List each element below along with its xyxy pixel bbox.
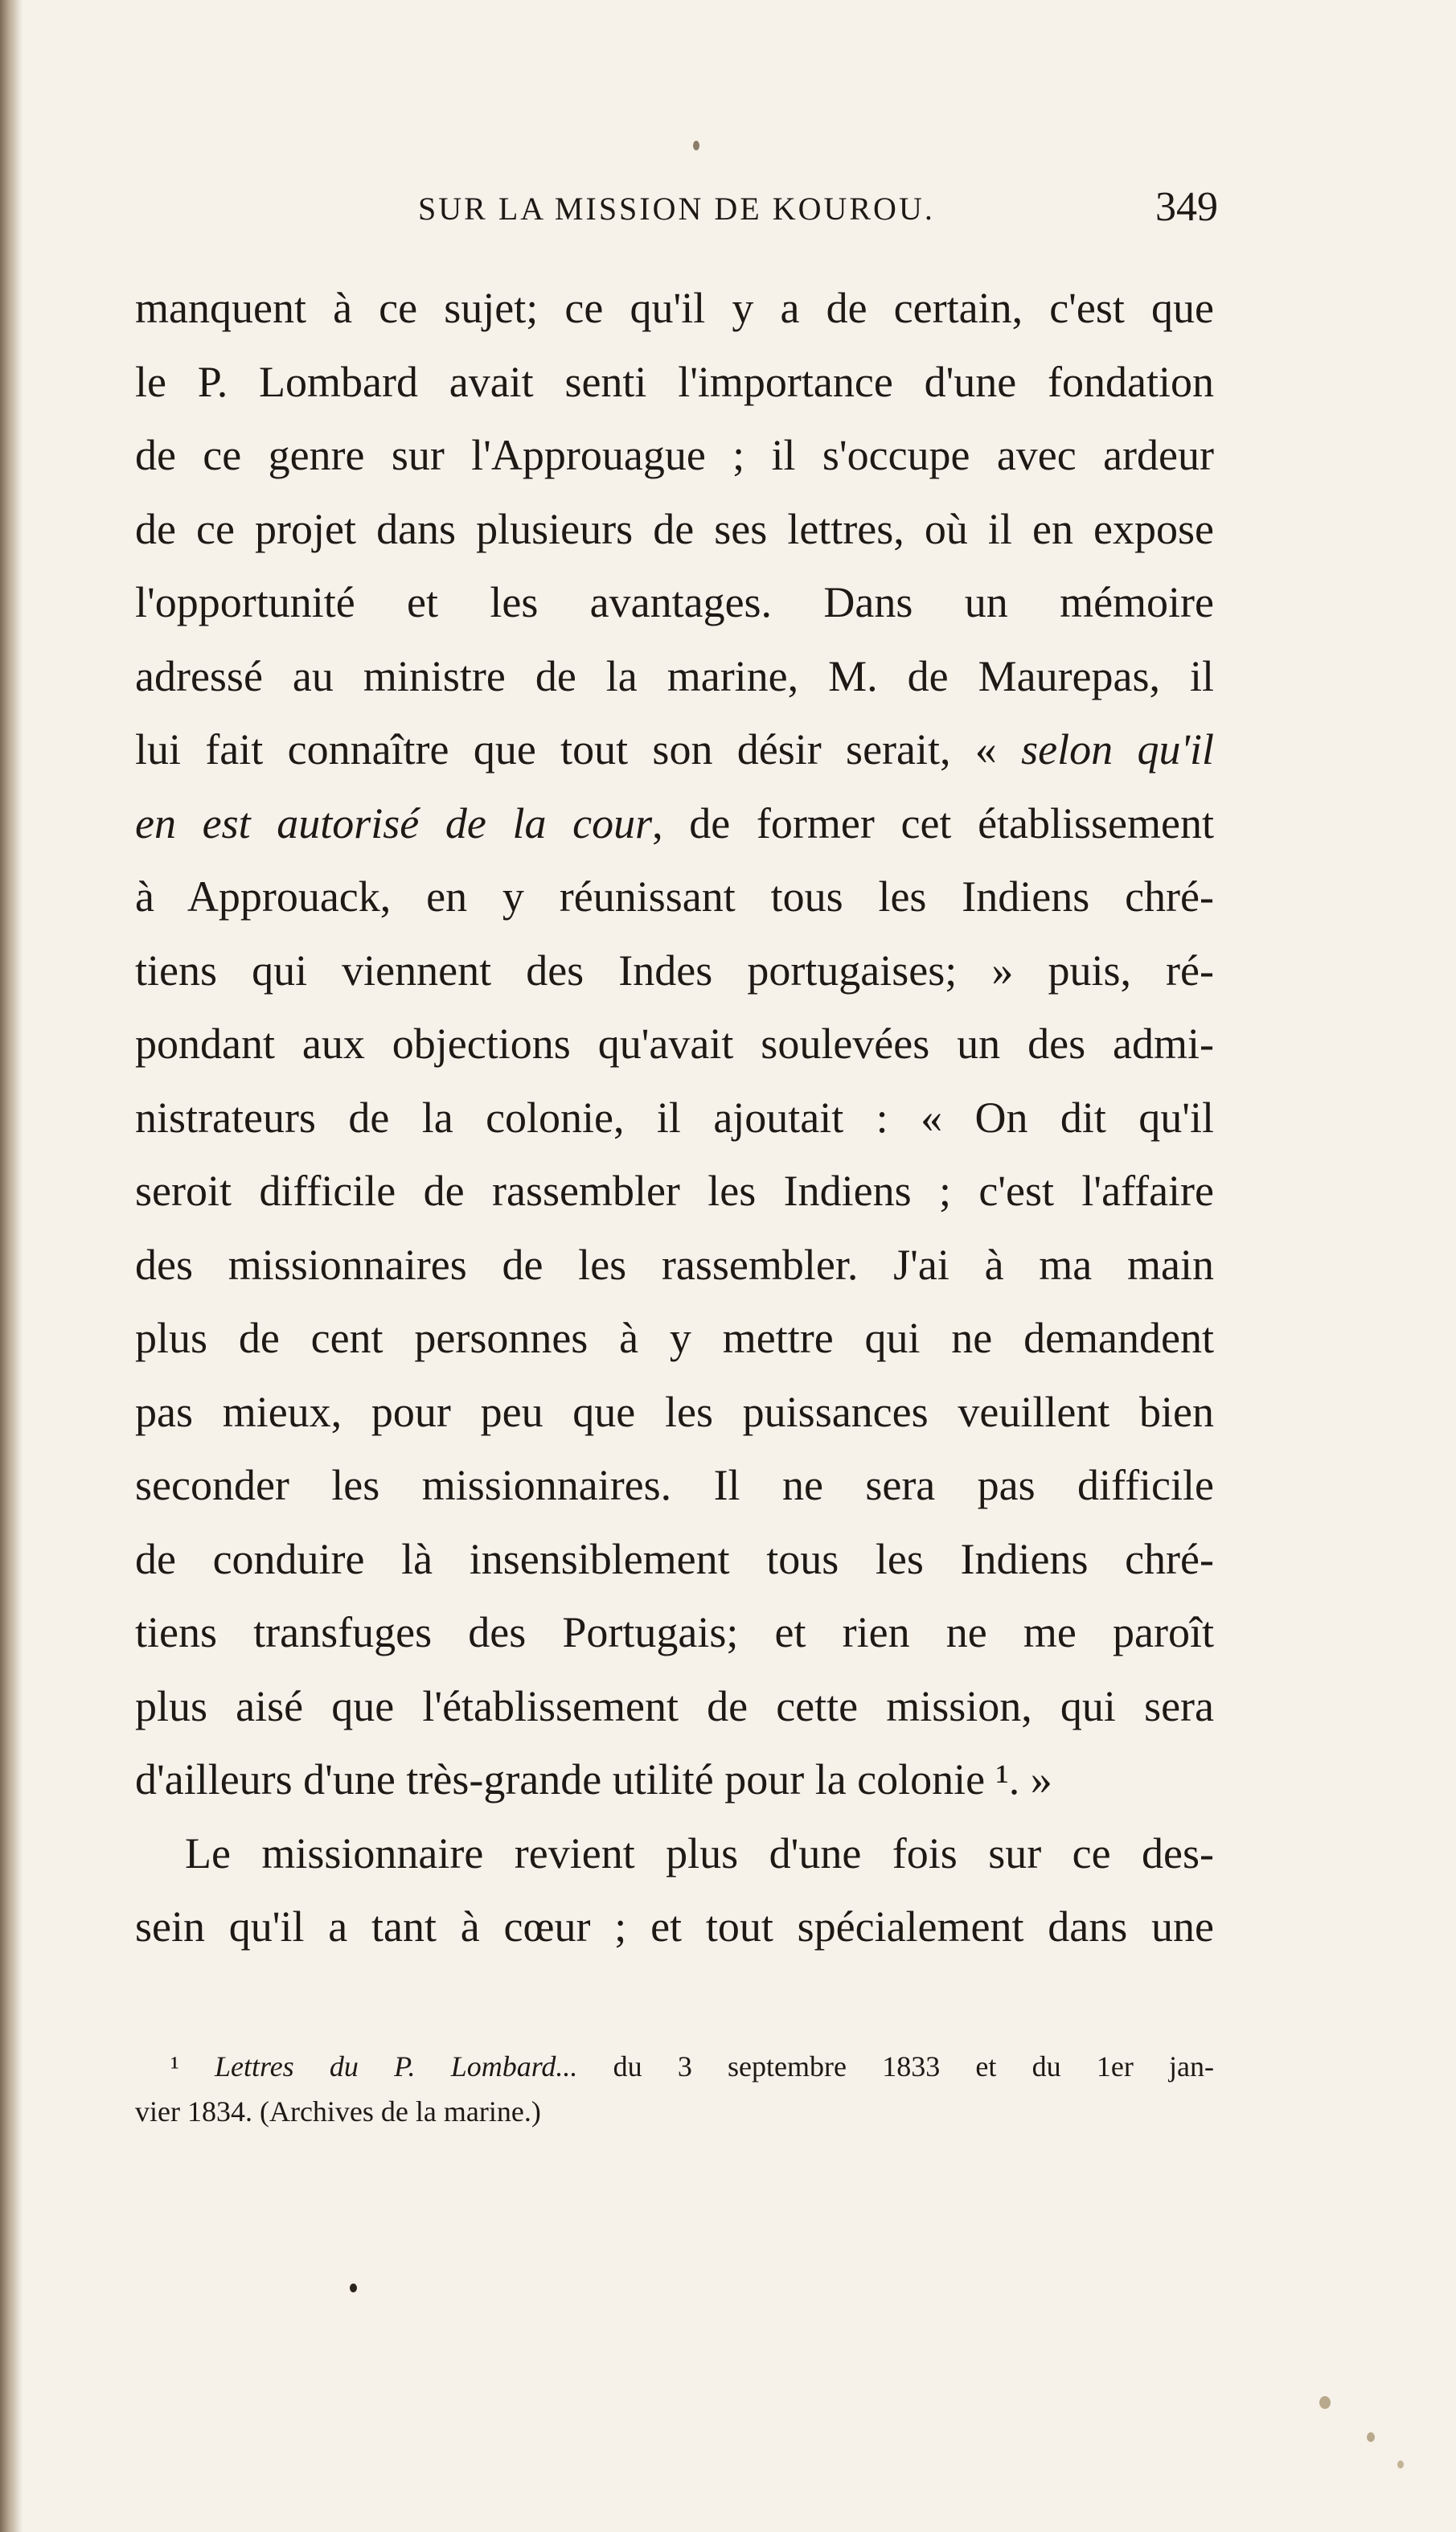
- text-line: pas mieux, pour peu que les puissances veuillent bien: [135, 1387, 1214, 1436]
- text-run: , de former cet établissement: [652, 798, 1214, 847]
- italic-run: en est autorisé de la cour: [135, 798, 653, 847]
- text-line: tiens qui viennent des Indes portugaises; » puis, ré-: [135, 946, 1214, 995]
- text-line: des missionnaires de les rassembler. J'ai à ma main: [135, 1240, 1214, 1289]
- text-line: seconder les missionnaires. Il ne sera pas difficile: [135, 1461, 1214, 1509]
- text-line: pondant aux objections qu'avait soulevées un des admi-: [135, 1020, 1214, 1068]
- page-number: 349: [1155, 184, 1218, 230]
- footnote-text: du 3 septembre 1833 et du 1er jan-: [577, 2050, 1214, 2083]
- italic-run: selon qu'il: [1021, 725, 1215, 774]
- text-line: l'opportunité et les avantages. Dans un mémoire: [135, 578, 1214, 626]
- ink-speck: [693, 141, 699, 150]
- footnotes: [135, 2044, 1214, 2134]
- text-line: seroit difficile de rassembler les Indiens ; c'est l'affaire: [135, 1167, 1214, 1215]
- text-line: à Approuack, en y réunissant tous les Indiens chré-: [135, 872, 1214, 921]
- text-line: adressé au ministre de la marine, M. de Maurepas, il: [135, 651, 1214, 700]
- footnote-line: [135, 2044, 1214, 2089]
- text-line: Le missionnaire revient plus d'une fois sur ce des-: [185, 1828, 1214, 1877]
- footnote-italic: Lettres du P. Lombard...: [215, 2050, 578, 2083]
- text-line: de ce projet dans plusieurs de ses lettres, où il en expose: [135, 504, 1214, 553]
- body-text: [135, 272, 1214, 1964]
- text-line: de ce genre sur l'Approuague ; il s'occupe avec ardeur: [135, 431, 1214, 479]
- text-line: tiens transfuges des Portugais; et rien ne me paroît: [135, 1608, 1214, 1656]
- text-line: plus de cent personnes à y mettre qui ne demandent: [135, 1314, 1214, 1362]
- ink-speck: [1367, 2432, 1375, 2442]
- text-line: nistrateurs de la colonie, il ajoutait : « On dit qu'il: [135, 1093, 1214, 1142]
- text-line: [135, 787, 1214, 861]
- ink-speck: [350, 2284, 357, 2292]
- text-line: [135, 713, 1214, 787]
- text-line: d'ailleurs d'une très-grande utilité pour la colonie ¹. »: [135, 1755, 1052, 1804]
- text-line: sein qu'il a tant à cœur ; et tout spécialement dans une: [135, 1902, 1214, 1951]
- text-line: plus aisé que l'établissement de cette mission, qui sera: [135, 1681, 1214, 1730]
- text-line: de conduire là insensiblement tous les Indiens chré-: [135, 1534, 1214, 1583]
- running-head: SUR LA MISSION DE KOUROU.: [418, 191, 935, 227]
- ink-speck: [1319, 2396, 1331, 2409]
- binding-shadow: [0, 0, 23, 2532]
- page-header: [133, 184, 1226, 254]
- footnote-line: vier 1834. (Archives de la marine.): [135, 2095, 541, 2128]
- ink-speck: [1397, 2460, 1404, 2468]
- footnote-marker: ¹: [170, 2050, 215, 2083]
- text-line: manquent à ce sujet; ce qu'il y a de certain, c'est que: [135, 284, 1214, 332]
- text-run: lui fait connaître que tout son désir serait, «: [135, 725, 1022, 774]
- text-line: le P. Lombard avait senti l'importance d'une fondation: [135, 357, 1214, 406]
